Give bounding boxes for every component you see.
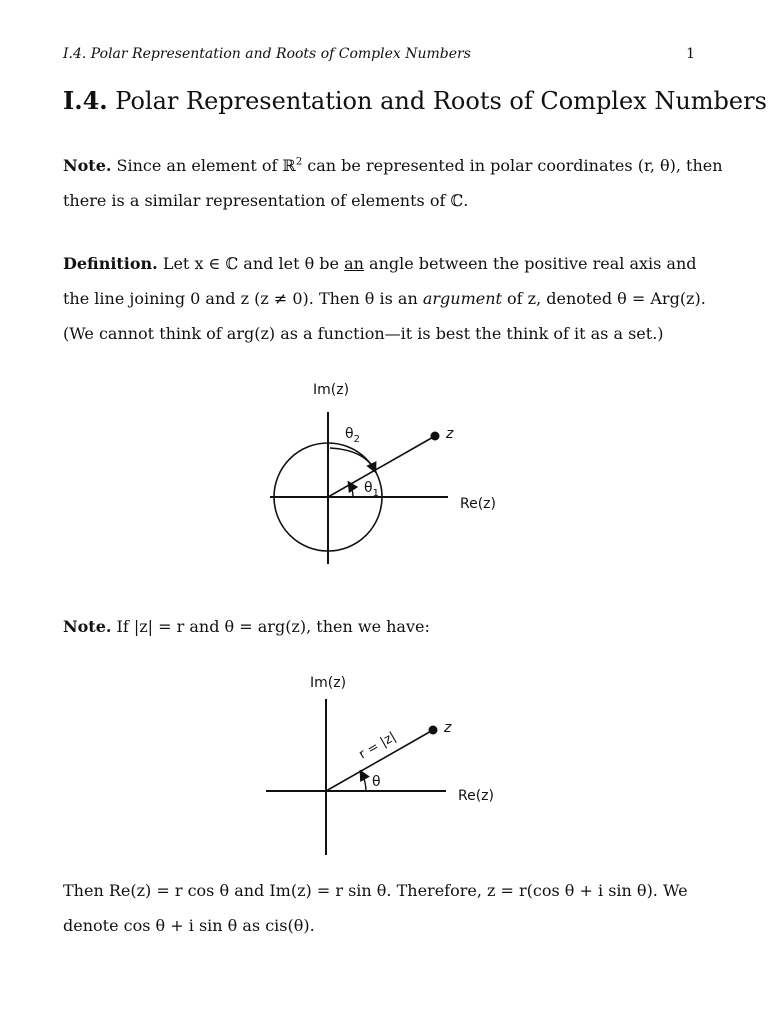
definition-underlined-word: an <box>344 254 364 273</box>
re-axis-label: Re(z) <box>460 496 496 512</box>
definition-line-2 <box>63 281 706 316</box>
im-axis-label: Im(z) <box>310 675 347 691</box>
theta-arc <box>361 772 366 791</box>
im-axis-label: Im(z) <box>313 382 350 398</box>
conclusion-line-2: denote cos θ + i sin θ as cis(θ). <box>63 916 315 935</box>
conclusion-line-1: Then Re(z) = r cos θ and Im(z) = r sin θ. Therefore, z = r(cos θ + i sin θ). We <box>63 881 688 900</box>
section-title <box>63 86 767 115</box>
theta-label: θ <box>372 774 381 790</box>
definition-text-b: angle between the positive real axis and <box>363 254 697 273</box>
definition-text-c: the line joining 0 and z (z ≠ 0). Then θ is an <box>63 289 423 308</box>
theta1-label: $\theta_1$ <box>364 480 379 499</box>
definition-text-a: Let x ∈ ℂ and let θ be <box>157 254 345 273</box>
note-paragraph-1 <box>63 148 723 218</box>
note1-line-2: there is a similar representation of elements of ℂ. <box>63 191 469 210</box>
definition-label: Definition. <box>63 254 158 273</box>
section-title-text: Polar Representation and Roots of Complex Numbers <box>115 87 767 115</box>
note2-text: If |z| = r and θ = arg(z), then we have: <box>111 617 430 636</box>
theta1-arc <box>349 483 353 497</box>
note1-text-a: Since an element of ℝ <box>111 156 296 175</box>
note1-superscript: 2 <box>295 156 303 168</box>
definition-text-d: of z, denoted θ = Arg(z). <box>501 289 706 308</box>
note-paragraph-2 <box>63 609 695 644</box>
note1-line-1 <box>63 148 723 183</box>
re-axis-label: Re(z) <box>458 788 494 804</box>
point-z <box>429 726 438 735</box>
note1-label: Note. <box>63 156 112 175</box>
polar-form-diagram <box>258 665 508 865</box>
definition-line-3: (We cannot think of arg(z) as a function—it is best the think of it as a set.) <box>63 324 664 343</box>
section-number: I.4. <box>63 86 108 115</box>
theta2-label: $\theta_2$ <box>345 426 360 445</box>
definition-term: argument <box>422 289 502 308</box>
definition-paragraph <box>63 246 706 351</box>
radius-label: r = |z| <box>356 729 399 763</box>
note2-line-1 <box>63 609 695 644</box>
conclusion-paragraph <box>63 873 695 943</box>
theta2-arc <box>330 448 375 471</box>
point-z <box>431 432 440 441</box>
page-number: 1 <box>686 46 695 62</box>
note2-label: Note. <box>63 617 112 636</box>
z-label: z <box>446 426 454 442</box>
note1-text-b: can be represented in polar coordinates (r, θ), then <box>302 156 723 175</box>
z-label: z <box>444 720 452 736</box>
argument-diagram <box>258 372 508 572</box>
definition-line-1 <box>63 246 695 281</box>
running-header <box>63 46 695 62</box>
running-title: I.4. Polar Representation and Roots of Complex Numbers <box>63 46 471 62</box>
